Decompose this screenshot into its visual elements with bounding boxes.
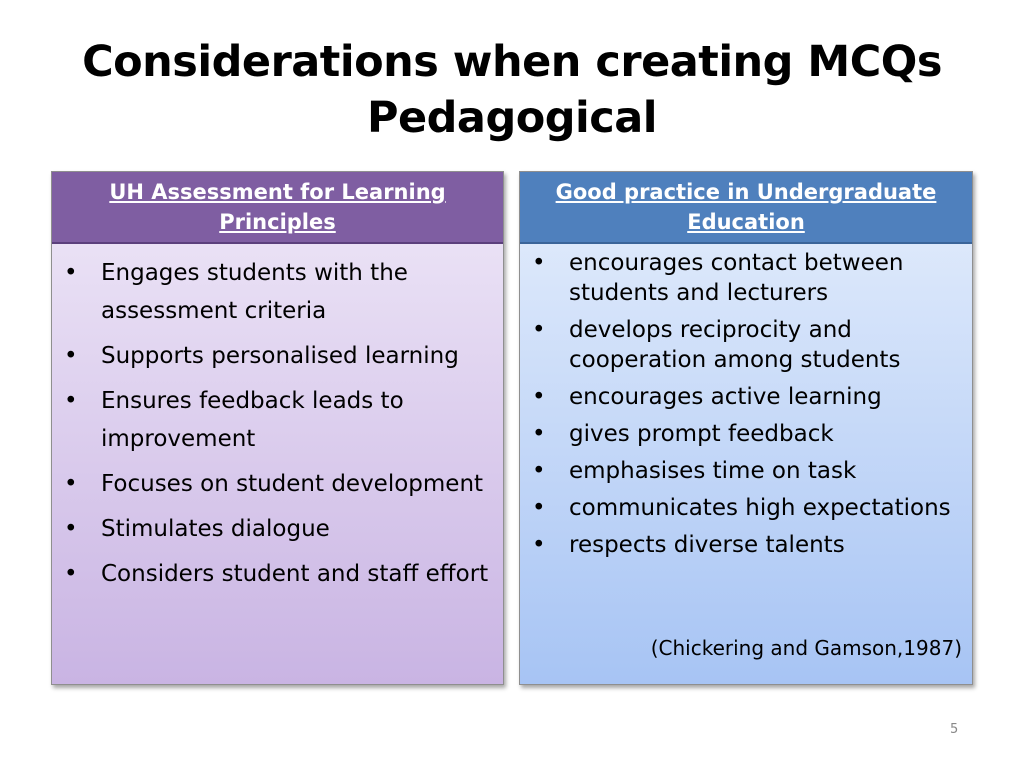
list-item-text: Stimulates dialogue	[101, 516, 330, 542]
list-item-text: Supports personalised learning	[101, 343, 459, 369]
list-item	[532, 493, 964, 523]
bullet-icon: •	[532, 421, 546, 447]
good-practice-panel	[519, 171, 973, 685]
list-item	[64, 254, 495, 330]
list-item-text: Engages students with the assessment criteria	[101, 260, 408, 324]
bullet-icon: •	[64, 343, 78, 369]
bullet-icon: •	[64, 516, 78, 542]
list-item-text: encourages contact between students and lecturers	[569, 250, 904, 306]
bullet-icon: •	[64, 388, 78, 414]
list-item	[532, 456, 964, 486]
assessment-principles-header-line-1: UH Assessment for Learning	[109, 180, 446, 204]
list-item	[64, 510, 495, 548]
slide-title-line-2: Pedagogical	[366, 93, 658, 143]
good-practice-list	[520, 244, 972, 560]
assessment-principles-header	[52, 172, 503, 244]
assessment-principles-header-line-2: Principles	[219, 210, 336, 234]
page-number: 5	[950, 722, 959, 737]
list-item-text: emphasises time on task	[569, 458, 857, 484]
list-item-text: Focuses on student development	[101, 471, 484, 497]
list-item-text: encourages active learning	[569, 384, 882, 410]
bullet-icon: •	[532, 495, 546, 521]
bullet-icon: •	[532, 532, 546, 558]
list-item-text: respects diverse talents	[569, 532, 845, 558]
slide-title	[0, 34, 1024, 146]
bullet-icon: •	[532, 458, 546, 484]
citation: (Chickering and Gamson,1987)	[650, 636, 962, 660]
assessment-principles-panel	[51, 171, 504, 685]
list-item	[532, 530, 964, 560]
bullet-icon: •	[64, 260, 78, 286]
good-practice-header-line-2: Education	[687, 210, 805, 234]
bullet-icon: •	[532, 384, 546, 410]
list-item-text: Considers student and staff effort	[101, 561, 489, 587]
assessment-principles-list	[52, 244, 503, 593]
list-item	[64, 382, 495, 458]
bullet-icon: •	[532, 317, 546, 343]
list-item	[532, 382, 964, 412]
list-item	[532, 315, 964, 375]
bullet-icon: •	[64, 471, 78, 497]
list-item-text: develops reciprocity and cooperation among students	[569, 317, 901, 373]
list-item-text: gives prompt feedback	[569, 421, 834, 447]
list-item-text: Ensures feedback leads to improvement	[101, 388, 404, 452]
list-item	[64, 555, 495, 593]
bullet-icon: •	[64, 561, 78, 587]
good-practice-header-line-1: Good practice in Undergraduate	[555, 180, 937, 204]
list-item	[532, 419, 964, 449]
good-practice-header	[520, 172, 972, 244]
list-item-text: communicates high expectations	[569, 495, 951, 521]
list-item	[64, 465, 495, 503]
slide-title-line-1: Considerations when creating MCQs	[82, 37, 942, 87]
list-item	[64, 337, 495, 375]
bullet-icon: •	[532, 250, 546, 276]
list-item	[532, 248, 964, 308]
